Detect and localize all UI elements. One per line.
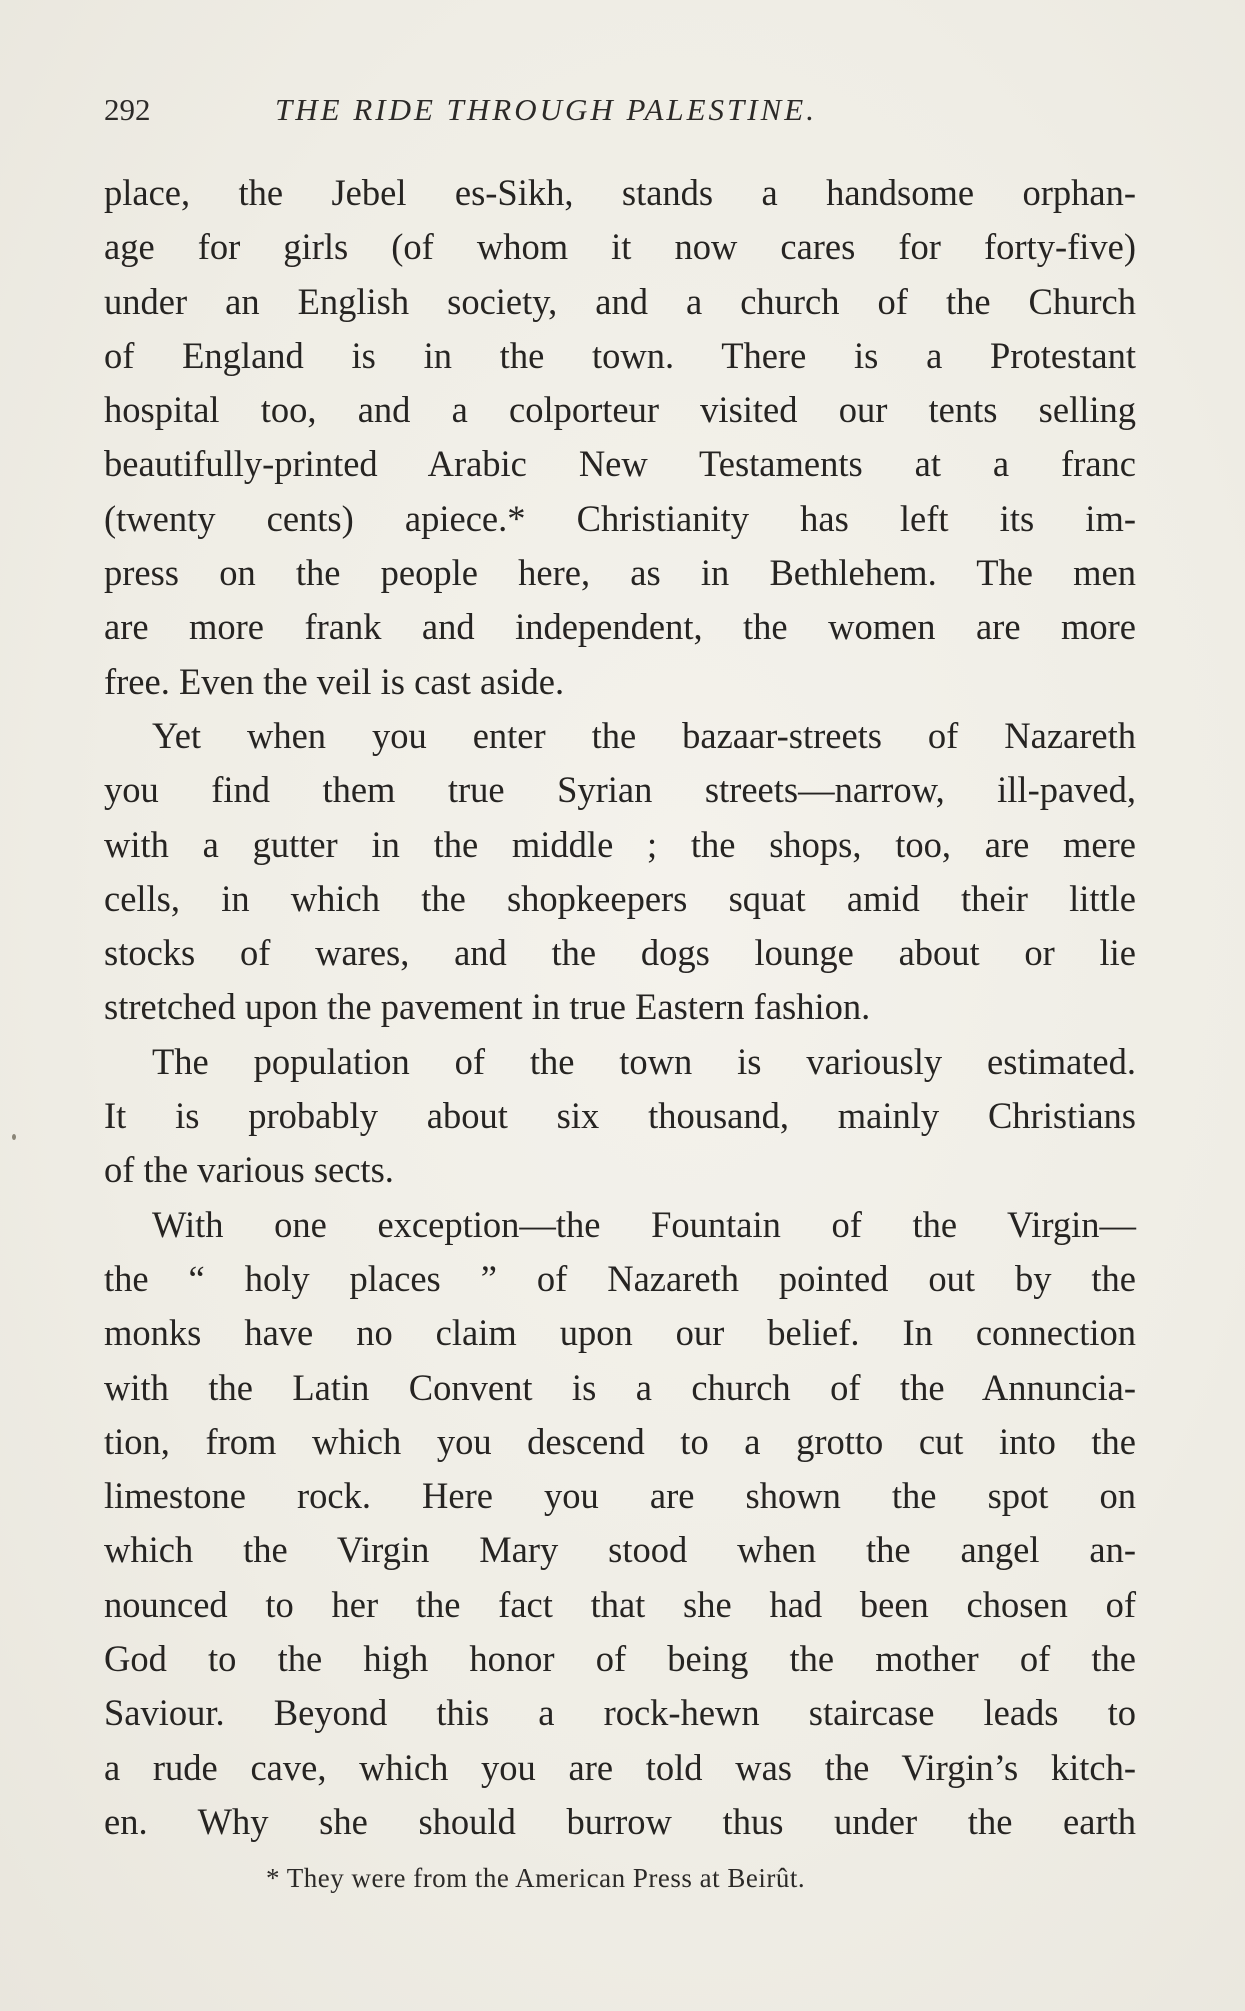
text-line: with a gutter in the middle ; the shops, too, are mere xyxy=(104,823,1136,865)
text-line: which the Virgin Mary stood when the angel an- xyxy=(104,1529,1136,1571)
running-title: THE RIDE THROUGH PALESTINE. xyxy=(275,92,817,127)
text-line: (twenty cents) apiece.* Christianity has left its im- xyxy=(104,497,1136,539)
text-line: age for girls (of whom it now cares for forty-five) xyxy=(104,226,1136,268)
text-line: the “ holy places ” of Nazareth pointed out by the xyxy=(104,1257,1136,1299)
text-line: hospital too, and a colporteur visited our tents selling xyxy=(104,389,1136,431)
text-line: With one exception—the Fountain of the Virgin— xyxy=(152,1203,1136,1245)
text-line: press on the people here, as in Bethlehem. The men xyxy=(104,552,1136,594)
text-line: monks have no claim upon our belief. In connection xyxy=(104,1312,1136,1354)
text-line: God to the high honor of being the mother of the xyxy=(104,1638,1136,1680)
text-line: cells, in which the shopkeepers squat amid their little xyxy=(104,877,1136,919)
text-line: stocks of wares, and the dogs lounge about or lie xyxy=(104,932,1136,974)
text-line: beautifully-printed Arabic New Testaments at a franc xyxy=(104,443,1136,485)
text-line: limestone rock. Here you are shown the spot on xyxy=(104,1475,1136,1517)
text-line: stretched upon the pavement in true Eastern fashion. xyxy=(104,986,871,1028)
text-line: you find them true Syrian streets—narrow, ill-paved, xyxy=(104,769,1136,811)
running-head xyxy=(104,92,1144,136)
text-line: of England is in the town. There is a Protestant xyxy=(104,334,1136,376)
text-line: Yet when you enter the bazaar-streets of Nazareth xyxy=(152,714,1136,756)
text-line: tion, from which you descend to a grotto cut into the xyxy=(104,1420,1136,1462)
paper-speck xyxy=(12,1134,16,1140)
text-line: with the Latin Convent is a church of the Annuncia- xyxy=(104,1366,1136,1408)
text-line: free. Even the veil is cast aside. xyxy=(104,660,565,702)
page-number: 292 xyxy=(104,92,151,127)
footnote: * They were from the American Press at Beirût. xyxy=(266,1863,806,1893)
text-line: place, the Jebel es-Sikh, stands a handsome orphan- xyxy=(104,172,1136,213)
text-line: nounced to her the fact that she had been chosen of xyxy=(104,1583,1136,1625)
body-text xyxy=(104,166,1136,1849)
text-line: Saviour. Beyond this a rock-hewn staircase leads to xyxy=(104,1692,1136,1734)
text-line: a rude cave, which you are told was the Virgin’s kitch- xyxy=(104,1746,1136,1788)
text-line: The population of the town is variously estimated. xyxy=(152,1040,1136,1082)
text-line: en. Why she should burrow thus under the earth xyxy=(104,1800,1136,1842)
text-line: It is probably about six thousand, mainly Christians xyxy=(104,1095,1136,1137)
text-line: of the various sects. xyxy=(104,1149,394,1191)
text-line: are more frank and independent, the women are more xyxy=(104,606,1136,648)
text-line: under an English society, and a church of the Church xyxy=(104,280,1136,322)
